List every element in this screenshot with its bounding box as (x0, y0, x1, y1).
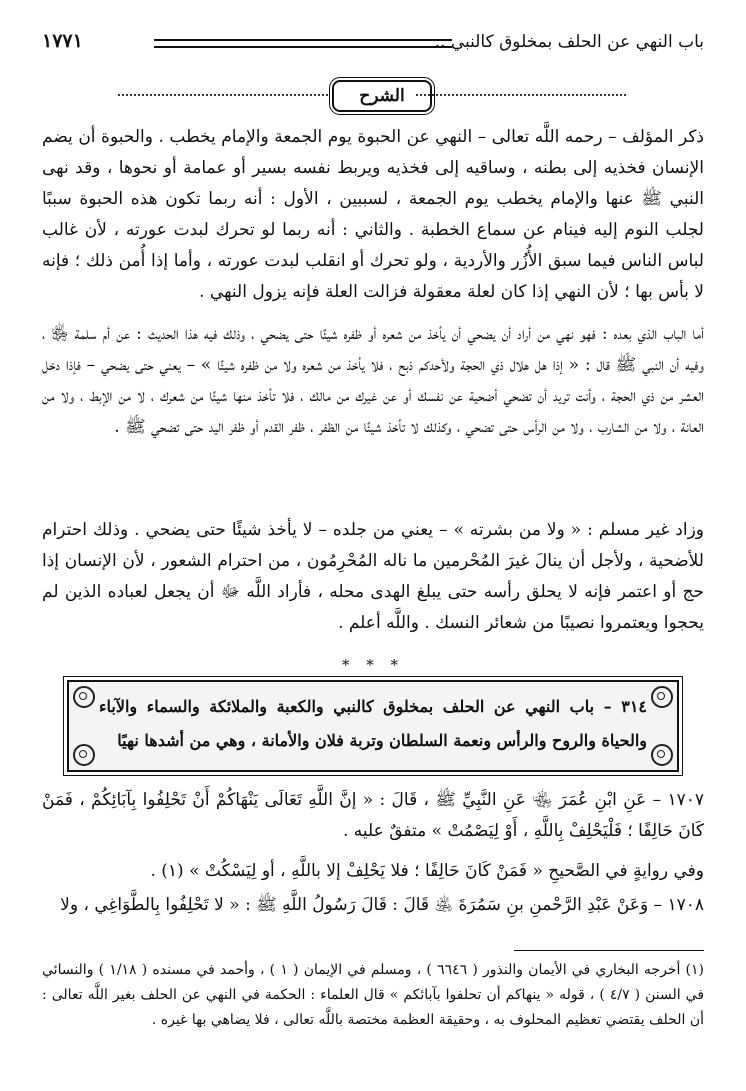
section-separator: * * * (341, 656, 405, 674)
paragraph-text: وزاد غير مسلم : « ولا من بشرته » – يعني من جلده – لا يأخذ شيئًا حتى يضحي . وذلك احترام للأضحية ، ولأجل أن ينالَ غيرَ المُحْرمين ما ناله المُحْرِمُون ، من احترام الشعور ، لأن الإنسان إذا حج أو اعتمر فإنه لا يحلق رأسه حتى يبلغ الهدى محله ، فأراد اللَّه ﷻ أن يجعل لعباده الذين لم يحجوا ويعتمروا نصيبًا من شعائر النسك . واللَّه أعلم . (42, 520, 704, 633)
corner-ornament-icon (73, 686, 95, 708)
corner-ornament-icon (651, 744, 673, 766)
paragraph-1 (42, 122, 704, 308)
dotted-divider-left (118, 94, 328, 96)
hadith-variant: وفي روايةٍ في الصَّحيحِ « فَمَنْ كَانَ حَالِفًا ؛ فلا يَحْلِفْ إلا باللَّهِ ، أو لِيَسْكُتْ » (١) . (150, 861, 704, 881)
hadith-1708: ١٧٠٨ – وَعَنْ عَبْدِ الرَّحْمنِ بنِ سَمُرَةَ ﵁ قَالَ : قَالَ رَسُولُ اللَّهِ ﷺ : « لا تَحْلِفُوا بِالطَّوَاغِي ، ولا (60, 895, 704, 915)
paragraph-text: أما الباب الذي بعده : فهو نهي من أراد أن يضحي أن يأخذ من شعره أو ظفره شيئًا حتى يضحي ، وذلك فيه هذا الحديث : عن أم سلمة ﵂ ، وفيه أن النبي ﷺ قال : « إذا هل هلال ذي الحجة ولأحدكم ذبح ، فلا يأخذ من شعره ولا من ظفره شيئًا » – يعني حتى يضحي – فإذا دخل العشر من ذي الحجة ، وأنت تريد أن تضحي أضحية عن نفسك أو عن غيرك من مالك ، فلا تأخذ منها شيئًا من شعرك ، لا من الإبط ، ولا من العانة ، ولا من الشارب ، ولا من الرأس حتى تضحي ، وكذلك لا تأخذ شيئًا من الظفر ، ظفر القدم أو ظفر اليد حتى تضحي ﷺ . (42, 324, 704, 437)
chapter-heading: ٣١٤ – باب النهي عن الحلف بمخلوق كالنبي والكعبة والملائكة والسماء والآباء والحياة والروح والرأس ونعمة السلطان وتربة فلان والأمانة ، وهي من أشدها نهيًا (99, 697, 647, 750)
paragraph-text: ذكر المؤلف – رحمه اللَّه تعالى – النهي عن الحبوة يوم الجمعة والإمام يخطب . والحبوة أن يضم الإنسان فخذيه إلى بطنه ، وساقيه إلى فخذيه ويربط نفسه بسير أو عمامة أو نحوها ، وقد نهى النبي ﷺ عنها والإمام يخطب يوم الجمعة ، لسببين ، الأول : أنه ربما تكون هذه الحبوة سببًا لجلب النوم إليه فينام عن سماع الخطبة . والثاني : أنه ربما لو تحرك لبدت عورته ، لأن غالب لباس الناس فيما سبق الأُزُر والأردية ، ولو تحرك أو انقلب لبدت عورته ، وأما إذا أُمن ذلك ؛ فإنه لا بأس بها ؛ لأن النهي إذا كان لعلة معقولة فزالت العلة فإنه يزول النهي . (42, 127, 704, 302)
chapter-heading-box (67, 680, 679, 772)
dotted-divider-right (416, 94, 626, 96)
running-title: باب النهي عن الحلف بمخلوق كالنبي .. (434, 32, 704, 52)
running-header (42, 30, 704, 56)
sharh-heading (0, 78, 746, 112)
header-rule (154, 39, 452, 48)
footnote-rule (514, 950, 704, 951)
corner-ornament-icon (651, 686, 673, 708)
paragraph-2 (42, 319, 704, 443)
sharh-label: الشرح (332, 80, 432, 112)
footnote: (١) أخرجه البخاري في الأيمان والنذور ( ٦٦٤٦ ) ، ومسلم في الإيمان ( ١ ) ، وأحمد في مسنده ( ١/١٨ ) والنسائي في السنن ( ٤/٧ ) ، قوله « ينهاكم أن تحلفوا بآبائكم » قال العلماء : الحكمة في النهي عن الحلف بغير اللَّه تعالى : أن الحلف يقتضي تعظيم المحلوف به ، وحقيقة العظمة مختصة باللَّه تعالى ، فلا يضاهي بها غيره . (42, 962, 705, 1028)
page-number: ١٧٧١ (42, 30, 83, 52)
paragraph-3 (42, 515, 704, 639)
hadith-1707: ١٧٠٧ – عَنِ ابْنِ عُمَرَ ﵄ عَنِ النَّبِيِّ ﷺ ، قَالَ : « إنَّ اللَّهِ تَعَالَى يَنْهَاكُمْ أَنْ تَحْلِفُوا بِآبَائِكُمْ ، فَمَنْ كَانَ حَالِفًا ؛ فَلْيَحْلِفْ بِاللَّهِ ، أَوْ لِيَصْمُتْ » متفقٌ عليه . (42, 790, 704, 841)
corner-ornament-icon (73, 744, 95, 766)
